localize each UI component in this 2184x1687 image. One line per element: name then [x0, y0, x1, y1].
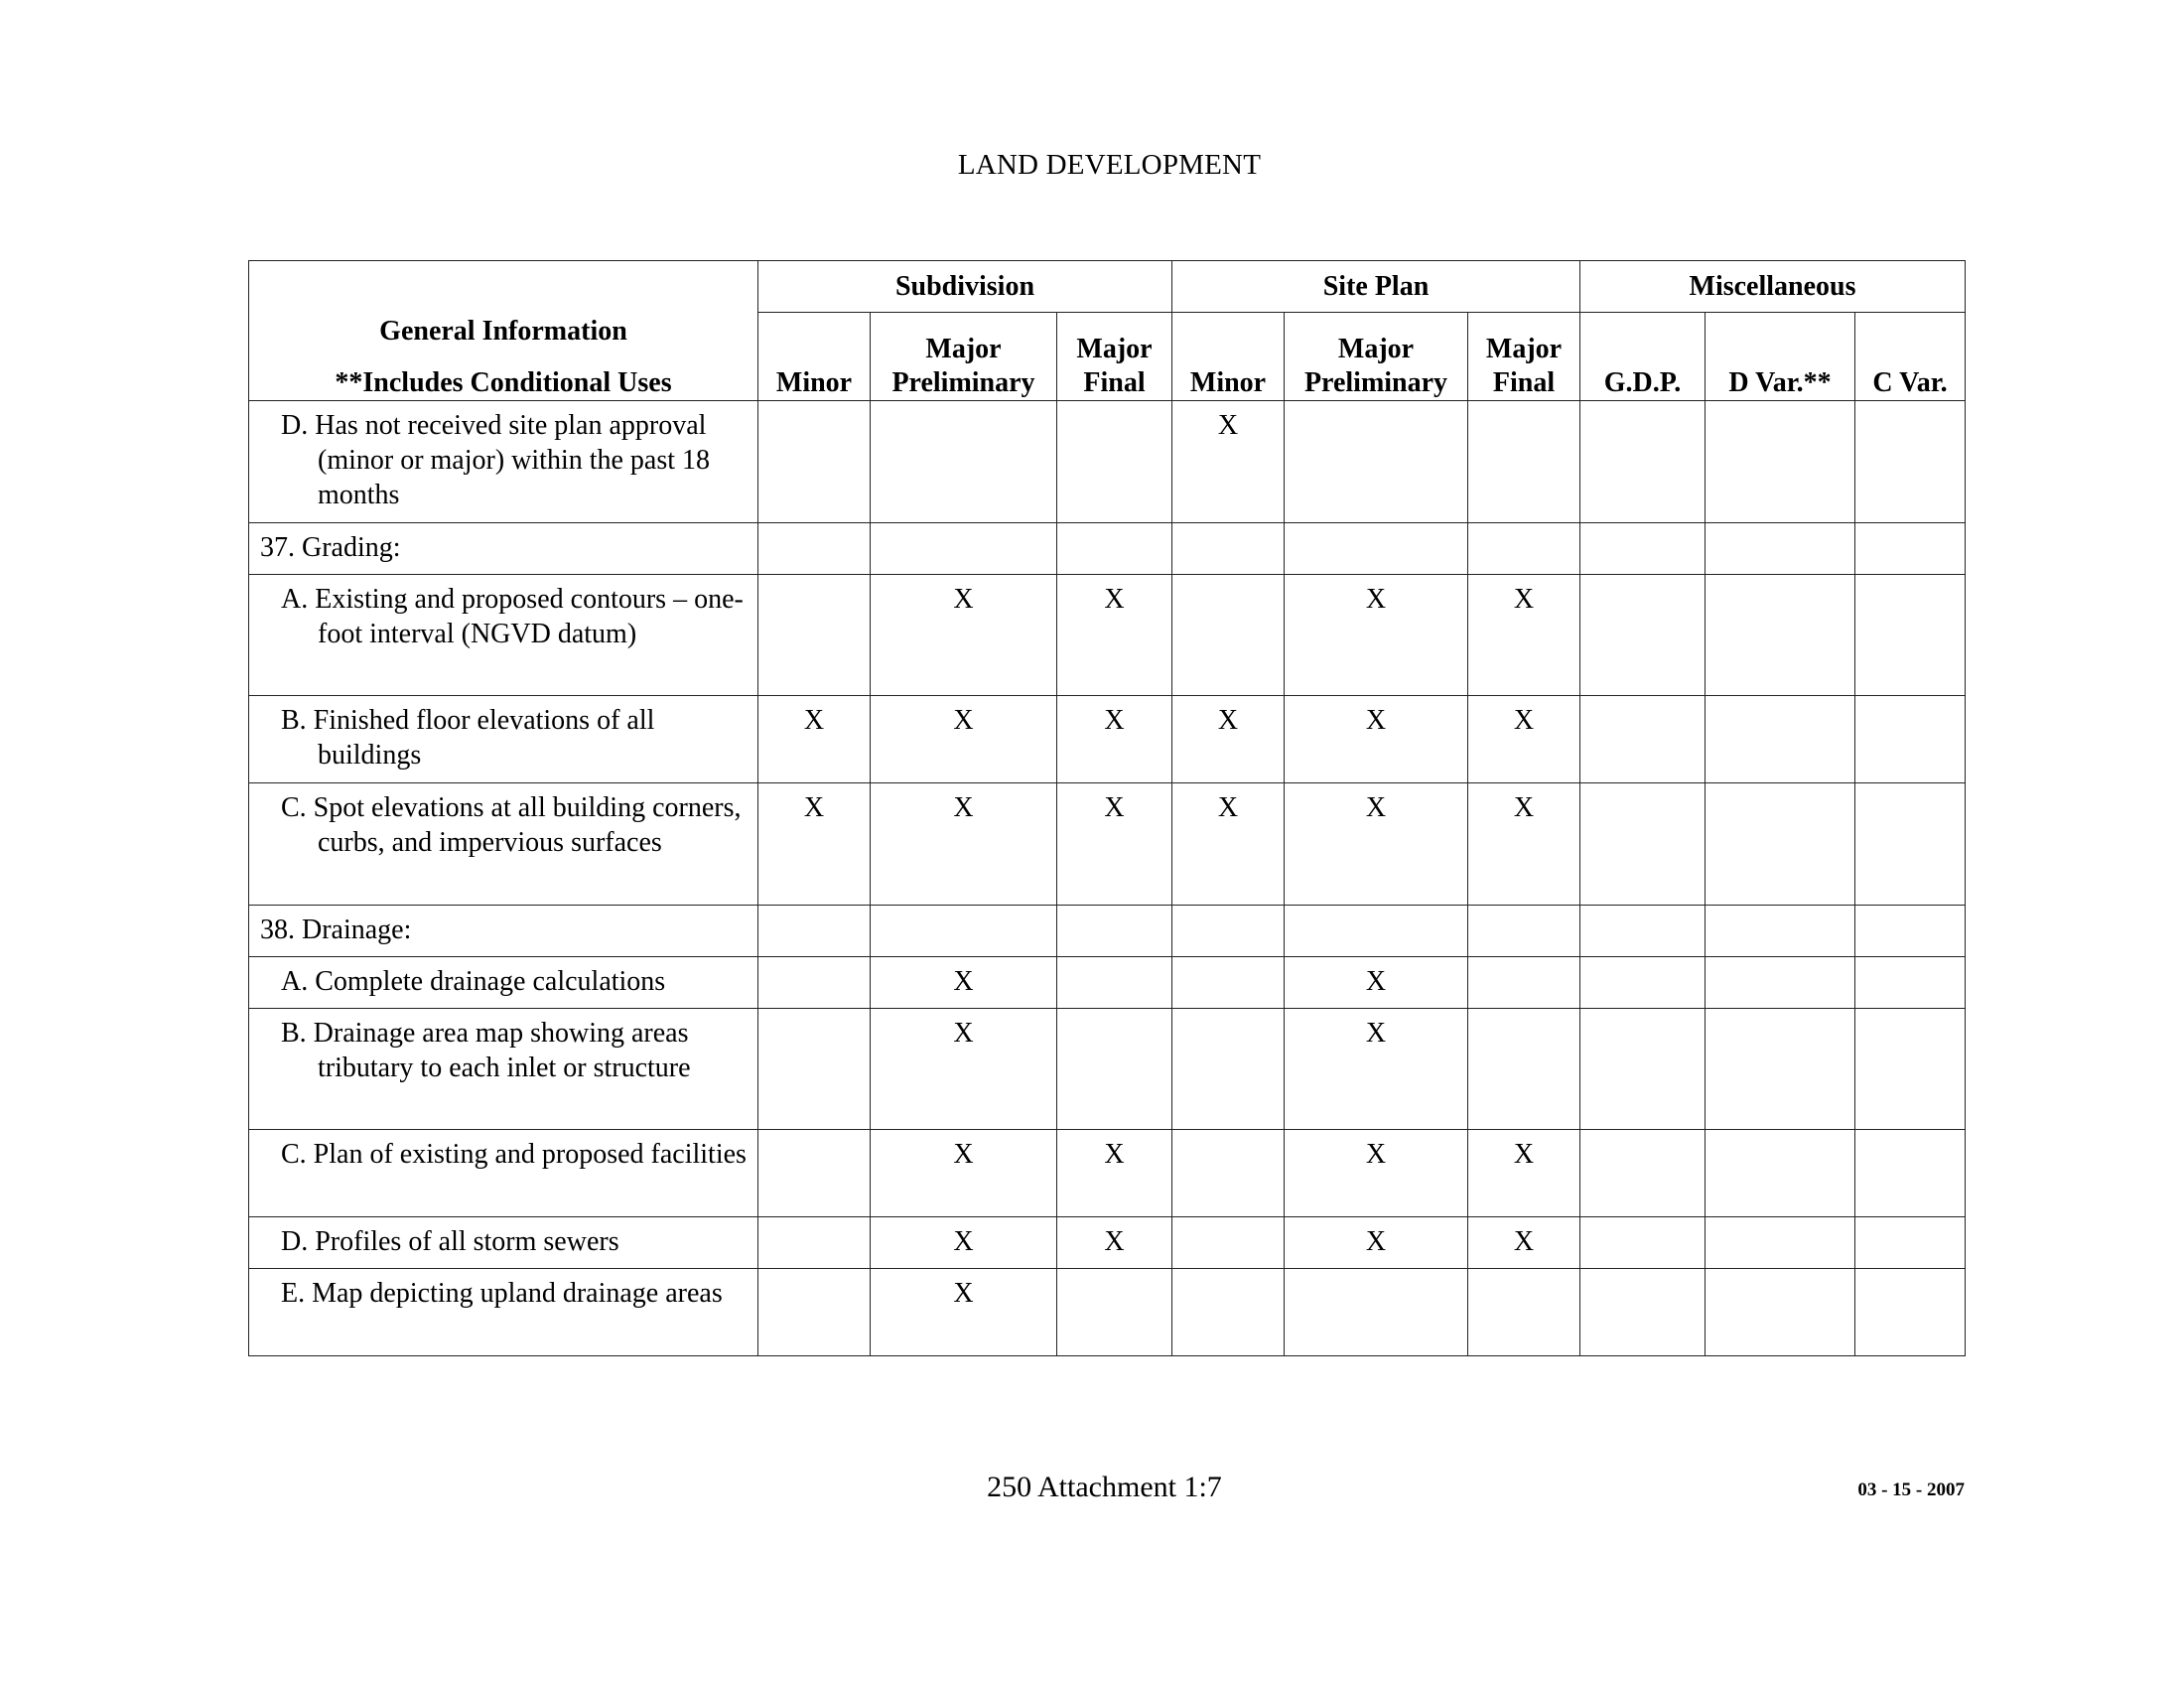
table-row [249, 575, 1966, 696]
empty-cell [1285, 906, 1468, 957]
column-header-line: Minor [1189, 367, 1267, 398]
requirement-description [249, 957, 758, 1009]
required-mark: X [1057, 783, 1172, 906]
empty-cell [1580, 783, 1706, 906]
empty-cell [1468, 906, 1580, 957]
column-header-line: Final [1492, 367, 1556, 398]
empty-cell [871, 523, 1057, 575]
footer-attachment: 250 Attachment 1:7 [987, 1471, 1222, 1503]
table-row [249, 401, 1966, 523]
requirement-description [249, 401, 758, 523]
requirement-text: B. Drainage area map showing areas tributary to each inlet or structure [281, 1018, 691, 1083]
requirement-text: C. Plan of existing and proposed facilities [281, 1139, 747, 1170]
column-header [1172, 313, 1285, 401]
requirement-description [249, 783, 758, 906]
column-header [1706, 313, 1855, 401]
requirement-description [249, 696, 758, 783]
empty-cell [1706, 783, 1855, 906]
empty-cell [758, 523, 871, 575]
requirement-text: E. Map depicting upland drainage areas [281, 1278, 723, 1309]
empty-cell [1706, 1217, 1855, 1269]
empty-cell [1706, 1009, 1855, 1130]
empty-cell [1285, 1269, 1468, 1356]
column-header-line: D Var.** [1728, 367, 1832, 398]
empty-cell [1057, 906, 1172, 957]
empty-cell [1285, 401, 1468, 523]
empty-cell [1057, 401, 1172, 523]
empty-cell [871, 401, 1057, 523]
empty-cell [1855, 523, 1966, 575]
empty-cell [758, 1009, 871, 1130]
required-mark: X [1285, 696, 1468, 783]
required-mark: X [1057, 696, 1172, 783]
empty-cell [1057, 523, 1172, 575]
column-header-line: C Var. [1872, 367, 1948, 398]
requirement-text: D. Has not received site plan approval (minor or major) within the past 18 months [281, 410, 711, 510]
requirement-description [249, 1269, 758, 1356]
required-mark: X [1285, 1009, 1468, 1130]
empty-cell [1706, 957, 1855, 1009]
required-mark: X [1172, 783, 1285, 906]
table-row [249, 1269, 1966, 1356]
miscellaneous-header: Miscellaneous [1580, 261, 1966, 313]
required-mark: X [871, 1130, 1057, 1217]
empty-cell [1057, 1269, 1172, 1356]
column-header-line: Major [1485, 334, 1563, 364]
empty-cell [1172, 1130, 1285, 1217]
required-mark: X [1285, 575, 1468, 696]
required-mark: X [1468, 575, 1580, 696]
table-body [249, 401, 1966, 1356]
empty-cell [1855, 401, 1966, 523]
empty-cell [1057, 1009, 1172, 1130]
empty-cell [1172, 523, 1285, 575]
requirements-table [248, 260, 1966, 1356]
requirement-description [249, 1009, 758, 1130]
required-mark: X [758, 783, 871, 906]
required-mark: X [1468, 696, 1580, 783]
requirement-text: 37. Grading: [260, 532, 401, 563]
column-header [1057, 313, 1172, 401]
required-mark: X [1468, 1130, 1580, 1217]
column-header-line: G.D.P. [1603, 367, 1682, 398]
section-row [249, 906, 1966, 957]
section-heading [249, 523, 758, 575]
requirement-text: 38. Drainage: [260, 914, 412, 945]
site-plan-header: Site Plan [1172, 261, 1580, 313]
empty-cell [1855, 1217, 1966, 1269]
table-row [249, 1217, 1966, 1269]
empty-cell [1580, 1269, 1706, 1356]
required-mark: X [1285, 783, 1468, 906]
column-header-line: Major [1076, 334, 1153, 364]
table-row [249, 696, 1966, 783]
empty-cell [758, 1130, 871, 1217]
empty-cell [1172, 906, 1285, 957]
empty-cell [1580, 523, 1706, 575]
required-mark: X [1057, 575, 1172, 696]
empty-cell [1580, 957, 1706, 1009]
empty-cell [1706, 906, 1855, 957]
column-header-line: Preliminary [891, 367, 1035, 398]
required-mark: X [1468, 783, 1580, 906]
required-mark: X [1285, 1130, 1468, 1217]
empty-cell [1468, 523, 1580, 575]
empty-cell [758, 401, 871, 523]
required-mark: X [1057, 1130, 1172, 1217]
column-header [871, 313, 1057, 401]
conditional-uses-label: **Includes Conditional Uses [335, 367, 672, 398]
table-row [249, 783, 1966, 906]
empty-cell [1057, 957, 1172, 1009]
empty-cell [1580, 1009, 1706, 1130]
column-header-line: Preliminary [1303, 367, 1448, 398]
empty-cell [1172, 1217, 1285, 1269]
empty-cell [1706, 696, 1855, 783]
empty-cell [1468, 1269, 1580, 1356]
empty-cell [1706, 401, 1855, 523]
requirement-text: D. Profiles of all storm sewers [281, 1226, 619, 1257]
column-header [1468, 313, 1580, 401]
page-title: LAND DEVELOPMENT [957, 149, 1262, 181]
empty-cell [1285, 523, 1468, 575]
subdivision-header: Subdivision [758, 261, 1172, 313]
required-mark: X [871, 1217, 1057, 1269]
empty-cell [1706, 575, 1855, 696]
empty-cell [1855, 1130, 1966, 1217]
empty-cell [1855, 1269, 1966, 1356]
section-heading [249, 906, 758, 957]
empty-cell [1855, 1009, 1966, 1130]
empty-cell [1580, 906, 1706, 957]
footer-date: 03 - 15 - 2007 [1857, 1479, 1965, 1500]
requirement-text: C. Spot elevations at all building corners, curbs, and impervious surfaces [281, 792, 742, 858]
empty-cell [1468, 401, 1580, 523]
empty-cell [1580, 1130, 1706, 1217]
requirement-description [249, 575, 758, 696]
empty-cell [1855, 906, 1966, 957]
column-header [1580, 313, 1706, 401]
column-header [1285, 313, 1468, 401]
empty-cell [1706, 523, 1855, 575]
requirement-description [249, 1217, 758, 1269]
empty-cell [1706, 1269, 1855, 1356]
empty-cell [1172, 957, 1285, 1009]
column-header [1855, 313, 1966, 401]
table-row [249, 1009, 1966, 1130]
table-row [249, 1130, 1966, 1217]
empty-cell [758, 1269, 871, 1356]
required-mark: X [1057, 1217, 1172, 1269]
empty-cell [1855, 696, 1966, 783]
required-mark: X [1285, 1217, 1468, 1269]
column-header-line: Minor [775, 367, 853, 398]
required-mark: X [871, 1269, 1057, 1356]
required-mark: X [1468, 1217, 1580, 1269]
empty-cell [1580, 696, 1706, 783]
empty-cell [871, 906, 1057, 957]
empty-cell [758, 906, 871, 957]
column-header-line: Major [1337, 334, 1415, 364]
empty-cell [1855, 575, 1966, 696]
table-row [249, 957, 1966, 1009]
required-mark: X [1172, 696, 1285, 783]
empty-cell [1172, 575, 1285, 696]
empty-cell [758, 575, 871, 696]
empty-cell [1580, 575, 1706, 696]
empty-cell [1172, 1269, 1285, 1356]
required-mark: X [1172, 401, 1285, 523]
required-mark: X [871, 696, 1057, 783]
empty-cell [758, 1217, 871, 1269]
column-header-line: Final [1083, 367, 1146, 398]
requirement-text: B. Finished floor elevations of all buildings [281, 705, 655, 771]
empty-cell [1580, 401, 1706, 523]
column-header [758, 313, 871, 401]
empty-cell [1580, 1217, 1706, 1269]
section-row [249, 523, 1966, 575]
empty-cell [1468, 957, 1580, 1009]
requirement-description [249, 1130, 758, 1217]
column-header-line: Major [925, 334, 1002, 364]
required-mark: X [871, 575, 1057, 696]
required-mark: X [871, 1009, 1057, 1130]
empty-cell [1172, 1009, 1285, 1130]
empty-cell [1468, 1009, 1580, 1130]
empty-cell [758, 957, 871, 1009]
required-mark: X [871, 783, 1057, 906]
general-information-header [249, 261, 758, 401]
empty-cell [1855, 957, 1966, 1009]
required-mark: X [1285, 957, 1468, 1009]
required-mark: X [758, 696, 871, 783]
empty-cell [1855, 783, 1966, 906]
requirement-text: A. Existing and proposed contours – one-foot interval (NGVD datum) [281, 584, 744, 649]
required-mark: X [871, 957, 1057, 1009]
requirement-text: A. Complete drainage calculations [281, 966, 666, 997]
general-information-label: General Information [379, 316, 627, 347]
empty-cell [1706, 1130, 1855, 1217]
